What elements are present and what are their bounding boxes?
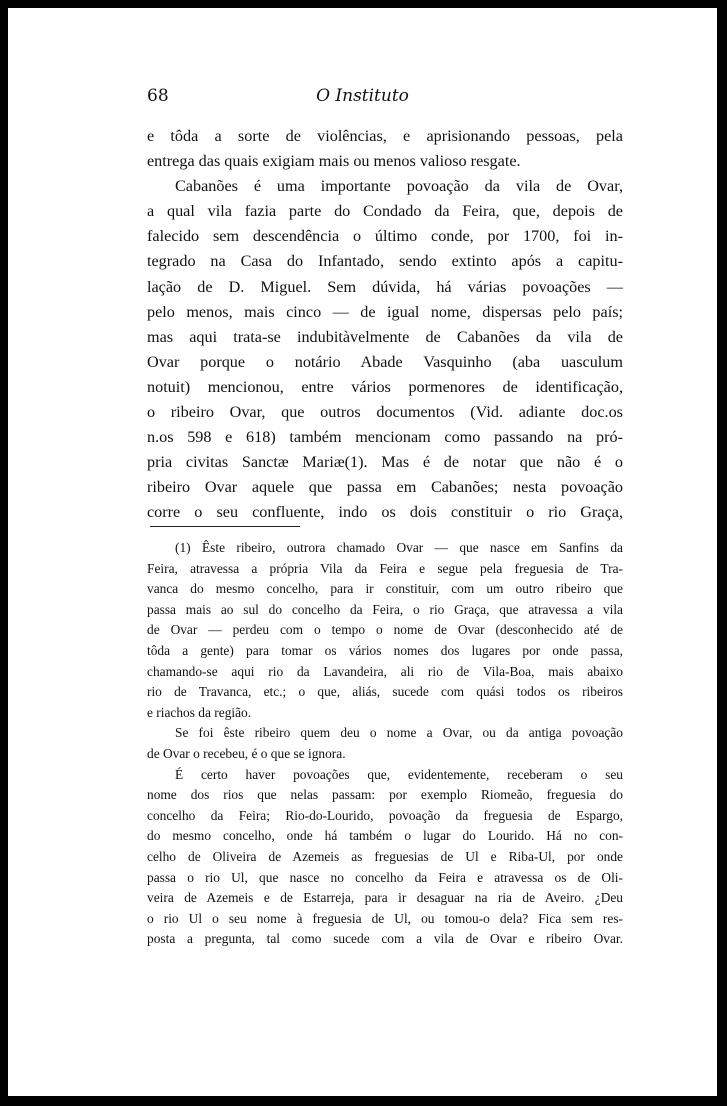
footnote-line: o rio Ul o seu nome à freguesia de Ul, ou tomou-o dela? Fica sem res- (147, 910, 623, 926)
body-line: corre o seu confluente, indo os dois constituir o rio Graça, (147, 503, 623, 522)
footnote-line: passa mais ao sul do concelho da Feira, o rio Graça, que atravessa a vila (147, 601, 623, 617)
body-line: falecido sem descendência o último conde, por 1700, foi in- (147, 227, 623, 246)
body-line: pria civitas Sanctæ Mariæ(1). Mas é de notar que não é o (147, 453, 623, 472)
body-line: tegrado na Casa do Infantado, sendo extinto após a capitu- (147, 252, 623, 271)
footnote-line: rio de Travanca, etc.; o que, aliás, sucede com quási todos os ribeiros (147, 684, 623, 700)
footnote-separator (150, 526, 300, 527)
body-line: n.os 598 e 618) também mencionam como passando na pró- (147, 428, 623, 447)
page-header (8, 86, 717, 108)
footnote-line: passa o rio Ul, que nasce no concelho da Feira e atravessa os de Oli- (147, 869, 623, 885)
footnote-line: É certo haver povoações que, evidentemente, receberam o seu (175, 766, 623, 782)
body-line: pelo menos, mais cinco — de igual nome, dispersas pelo país; (147, 302, 623, 321)
footnote-line: tôda a gente) para tomar os vários nomes dos lugares por onde passa, (147, 642, 623, 658)
footnote-line: concelho da Feira; Rio-do-Lourido, povoação da freguesia de Espargo, (147, 807, 623, 823)
body-line: entrega das quais exigiam mais ou menos valioso resgate. (147, 152, 521, 171)
page (8, 8, 717, 1096)
body-line: ribeiro Ovar aquele que passa em Cabanões; nesta povoação (147, 478, 623, 497)
body-line: e tôda a sorte de violências, e aprisionando pessoas, pela (147, 127, 623, 145)
footnote-line: de Ovar — perdeu com o tempo o nome de Ovar (desconhecido até de (147, 622, 623, 638)
footnote-line: (1) Êste ribeiro, outrora chamado Ovar — que nasce em Sanfins da (175, 540, 623, 555)
footnote-line: veira de Azemeis e de Estarreja, para ir desaguar na ria de Aveiro. ¿Deu (147, 890, 623, 906)
footnote-line: Se foi êste ribeiro quem deu o nome a Ovar, ou da antiga povoação (175, 725, 623, 741)
footnote-line: chamando-se aqui rio da Lavandeira, ali rio de Vila-Boa, mais abaixo (147, 663, 623, 679)
footnote-line: de Ovar o recebeu, é o que se ignora. (147, 745, 346, 761)
running-title: O Instituto (316, 86, 409, 106)
footnote (147, 538, 623, 950)
footnote-line: nome dos rios que nelas passam: por exemplo Riomeão, freguesia do (147, 787, 623, 803)
body-line: Cabanões é uma importante povoação da vila de Ovar, (175, 177, 623, 196)
footnote-line: e riachos da região. (147, 704, 252, 720)
page-number: 68 (147, 86, 169, 106)
footnote-line: celho de Oliveira de Azemeis as freguesias de Ul e Riba-Ul, por onde (147, 848, 623, 864)
body-line: notuit) mencionou, entre vários pormenores de identificação, (147, 377, 623, 396)
body-line: o ribeiro Ovar, que outros documentos (Vid. adiante doc.os (147, 403, 623, 422)
footnote-line: vanca do mesmo concelho, para ir constituir, com um outro ribeiro que (147, 581, 623, 597)
footnote-line: posta a pregunta, tal como sucede com a vila de Ovar e ribeiro Ovar. (147, 931, 623, 947)
body-line: Ovar porque o notário Abade Vasquinho (aba uasculum (147, 352, 623, 371)
body-text (147, 124, 623, 526)
footnote-line: Feira, atravessa a própria Vila da Feira e segue pela freguesia de Tra- (147, 560, 623, 576)
body-line: mas aqui trata-se indubitàvelmente de Cabanões da vila de (147, 327, 623, 346)
body-line: lação de D. Miguel. Sem dúvida, há várias povoações — (147, 277, 623, 296)
footnote-line: do mesmo concelho, onde há também o lugar do Lourido. Há no con- (147, 828, 623, 844)
body-line: a qual vila fazia parte do Condado da Feira, que, depois de (147, 202, 623, 221)
